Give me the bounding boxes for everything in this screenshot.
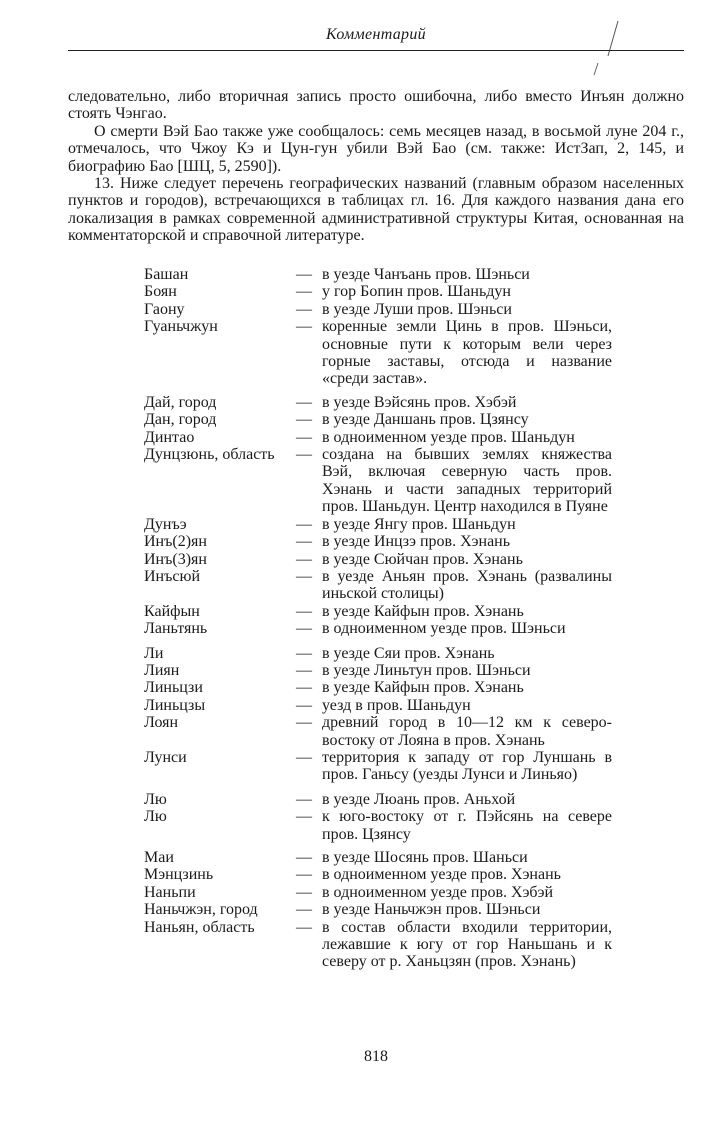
- place-location: в уезде Сюйчан пров. Хэнань: [322, 550, 523, 568]
- list-item: [144, 266, 684, 283]
- list-item: [144, 884, 684, 901]
- dash: —: [296, 849, 312, 866]
- place-location: в уезде Кайфын пров. Хэнань: [322, 679, 524, 697]
- place-location: в уезде Вэйсянь пров. Хэбэй: [322, 393, 517, 411]
- place-location: в уезде Даншань пров. Цзянсу: [322, 411, 529, 429]
- list-item: [144, 551, 684, 568]
- place-location: в уезде Янгу пров. Шаньдун: [322, 515, 516, 533]
- dash: —: [296, 533, 312, 551]
- place-location: в уезде Инцзэ пров. Хэнань: [322, 533, 511, 551]
- dash: —: [296, 515, 312, 533]
- dash: —: [296, 866, 312, 884]
- place-name: Лю: [144, 790, 167, 808]
- dash: —: [296, 808, 312, 826]
- list-item: [144, 620, 684, 637]
- place-name: Дан, город: [144, 411, 217, 429]
- place-name: Линьцзи: [144, 679, 203, 697]
- place-name: Инъ(3)ян: [144, 550, 207, 568]
- running-header: Комментарий: [326, 26, 426, 43]
- place-name: Дунцзюнь, область: [144, 446, 275, 464]
- place-name: Гуаньчжун: [144, 318, 218, 336]
- dash: —: [296, 679, 312, 697]
- place-location: древний город в 10—12 км к северо-востоку от Лояна в пров. Хэнань: [322, 714, 612, 749]
- place-location: уезд в пров. Шаньдун: [322, 696, 471, 714]
- place-name: Дай, город: [144, 393, 217, 411]
- place-location: в уезде Сяи пров. Хэнань: [322, 644, 495, 662]
- dash: —: [296, 446, 312, 464]
- place-name: Лоян: [144, 714, 179, 732]
- place-name: Лиян: [144, 661, 180, 679]
- place-location: в одноименном уезде пров. Хэнань: [322, 866, 561, 884]
- dash: —: [296, 411, 312, 429]
- place-name: Лунси: [144, 748, 187, 766]
- dash: —: [296, 883, 312, 901]
- list-item: [144, 318, 684, 388]
- list-item: [144, 533, 684, 550]
- list-item: [144, 697, 684, 714]
- list-item: [144, 866, 684, 883]
- place-names-list: [144, 266, 684, 971]
- list-item: [144, 516, 684, 533]
- place-location: в уезде Луши пров. Шэньси: [322, 300, 512, 318]
- place-location: в состав области входили территории, лежавшие к югу от гор Наньшань и к северу от р. Ханьцзян (пров. Хэнань): [322, 918, 612, 971]
- dash: —: [296, 283, 312, 301]
- place-location: у гор Бопин пров. Шаньдун: [322, 283, 511, 301]
- list-item: [144, 283, 684, 300]
- list-item: [144, 301, 684, 318]
- place-name: Дунъэ: [144, 515, 187, 533]
- list-item: [144, 849, 684, 866]
- place-name: Лю: [144, 808, 167, 826]
- place-name: Инъсюй: [144, 567, 201, 585]
- list-item: [144, 679, 684, 696]
- list-item: [144, 808, 684, 843]
- list-item: [144, 446, 684, 516]
- list-item: [144, 411, 684, 428]
- place-location: коренные земли Цинь в пров. Шэньси, основные пути к которым вели через горные заставы, отсюда и название «среди застав».: [322, 318, 612, 388]
- dash: —: [296, 620, 312, 638]
- list-item: [144, 568, 684, 603]
- dash: —: [296, 696, 312, 714]
- list-item: [144, 919, 684, 971]
- list-item: [144, 394, 684, 411]
- place-location: в одноименном уезде пров. Шаньдун: [322, 428, 575, 446]
- place-name: Маи: [144, 849, 174, 866]
- place-location: в одноименном уезде пров. Шэньси: [322, 620, 566, 638]
- list-item: [144, 603, 684, 620]
- dash: —: [296, 567, 312, 585]
- place-location: в уезде Линьтун пров. Шэньси: [322, 661, 531, 679]
- place-name: Ли: [144, 644, 164, 662]
- place-name: Инъ(2)ян: [144, 533, 207, 551]
- list-item: [144, 714, 684, 749]
- paragraph: следовательно, либо вторичная запись просто ошибочна, либо вместо Инъян должно стоять Чэнгао.: [68, 88, 684, 123]
- place-name: Боян: [144, 283, 177, 301]
- place-location: в уезде Шосянь пров. Шаньси: [322, 849, 528, 866]
- place-name: Наньпи: [144, 883, 196, 901]
- place-name: Наньян, область: [144, 918, 255, 936]
- pencil-tick-icon: [592, 62, 600, 76]
- place-name: Линьцзы: [144, 696, 206, 714]
- place-name: Мэнцзинь: [144, 866, 214, 884]
- place-name: Кайфын: [144, 602, 200, 620]
- dash: —: [296, 428, 312, 446]
- place-location: к юго-востоку от г. Пэйсянь на севере пров. Цзянсу: [322, 808, 612, 843]
- place-name: Ланьтянь: [144, 620, 208, 638]
- paragraph: О смерти Вэй Бао также уже сообщалось: семь месяцев назад, в восьмой луне 204 г., отмечалось, что Чжоу Кэ и Цун-гун убили Вэй Бао (см. также: ИстЗап, 2, 145, и биографию Бао [ШЦ, 5, 2590]).: [68, 122, 684, 175]
- dash: —: [296, 300, 312, 318]
- list-item: [144, 901, 684, 918]
- dash: —: [296, 393, 312, 411]
- place-location: создана на бывших землях княжества Вэй, включая северную часть пров. Хэнань и части западных территорий пров. Шаньдун. Центр находился в Пуяне: [322, 446, 612, 516]
- place-location: в уезде Чанъань пров. Шэньси: [322, 266, 530, 283]
- dash: —: [296, 714, 312, 732]
- dash: —: [296, 644, 312, 662]
- place-name: Динтао: [144, 428, 195, 446]
- intro-text: [68, 88, 684, 245]
- dash: —: [296, 901, 312, 919]
- list-item: [144, 662, 684, 679]
- paragraph: 13. Ниже следует перечень географических названий (главным образом населенных пунктов и городов), встречающихся в таблицах гл. 16. Для каждого названия дана его локализация в рамках современной административной структуры Китая, основанная на комментаторской и справочной литературе.: [68, 175, 684, 245]
- place-location: в уезде Наньчжэн пров. Шэньси: [322, 901, 541, 919]
- dash: —: [296, 790, 312, 808]
- place-location: в одноименном уезде пров. Хэбэй: [322, 883, 553, 901]
- place-name: Гаону: [144, 300, 185, 318]
- list-item: [144, 645, 684, 662]
- dash: —: [296, 602, 312, 620]
- dash: —: [296, 550, 312, 568]
- place-location: в уезде Люань пров. Аньхой: [322, 790, 516, 808]
- header-rule: [68, 50, 684, 51]
- list-item: [144, 749, 684, 784]
- dash: —: [296, 748, 312, 766]
- place-name: Наньчжэн, город: [144, 901, 258, 919]
- place-name: Башан: [144, 266, 189, 283]
- list-item: [144, 429, 684, 446]
- place-location: в уезде Кайфын пров. Хэнань: [322, 602, 524, 620]
- dash: —: [296, 918, 312, 936]
- dash: —: [296, 266, 312, 283]
- page-number: 818: [364, 1048, 388, 1065]
- dash: —: [296, 318, 312, 336]
- place-location: территория к западу от гор Луншань в пров. Ганьсу (уезды Лунси и Линьяо): [322, 748, 612, 784]
- list-item: [144, 791, 684, 808]
- dash: —: [296, 661, 312, 679]
- place-location: в уезде Аньян пров. Хэнань (развалины иньской столицы): [322, 567, 612, 603]
